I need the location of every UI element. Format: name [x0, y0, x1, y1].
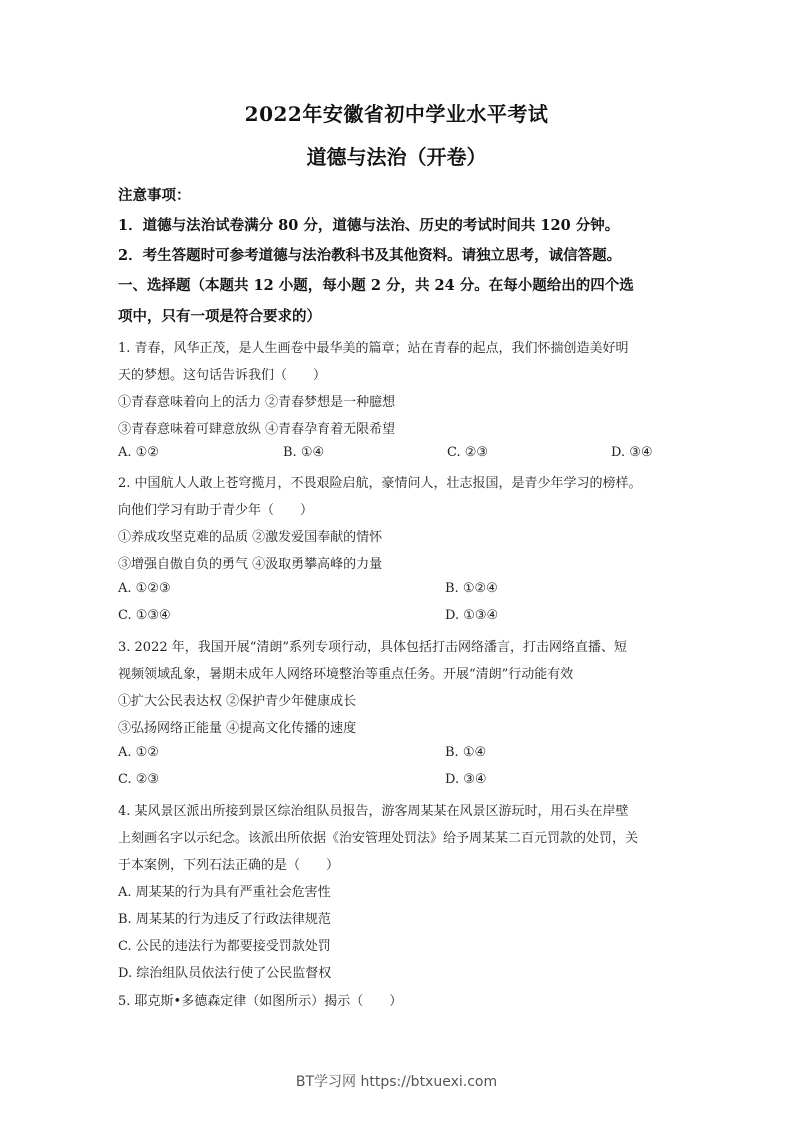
question-stem: 1. 青春，风华正茂，是人生画卷中最华美的篇章；站在青春的起点，我们怀揣创造美好明 [118, 341, 629, 356]
option-c: C. ①③④ [118, 608, 171, 623]
question-stem: 向他们学习有助于青少年（ ） [118, 503, 314, 518]
watermark-footer: BT学习网 https://btxuexi.com [295, 1074, 498, 1090]
question-statement: ③弘扬网络正能量 ④提高文化传播的速度 [118, 721, 357, 736]
option-c: C. ②③ [447, 445, 489, 460]
question-stem: 视频领域乱象，暑期未成年人网络环境整治等重点任务。开展“清朗”行动能有效 [118, 667, 574, 682]
option-a: A. ①②③ [118, 581, 171, 596]
question-stem: 于本案例，下列石法正确的是（ ） [118, 858, 340, 873]
option-b: B. ①②④ [445, 581, 498, 596]
notice-item-1: 1．道德与法治试卷满分 80 分，道德与法治、历史的考试时间共 120 分钟。 [118, 217, 620, 234]
question-statement: ③增强自傲自负的勇气 ④汲取勇攀高峰的力量 [118, 557, 383, 572]
option-b: B. ①④ [445, 745, 487, 760]
question-statement: ①养成攻坚克难的品质 ②激发爱国奉献的情怀 [118, 530, 383, 545]
question-stem: 5. 耶克斯•多德森定律（如图所示）揭示（ ） [118, 994, 403, 1009]
question-stem: 3. 2022 年，我国开展“清朗”系列专项行动，具体包括打击网络潘言，打击网络直播、短 [118, 640, 628, 655]
option-b: B. 周某某的行为违反了行政法律规范 [118, 912, 331, 927]
question-statement: ③青春意味着可肆意放纵 ④青春孕育着无限希望 [118, 422, 396, 437]
exam-title: 2022年安徽省初中学业水平考试 [244, 102, 549, 126]
question-statement: ①扩大公民表达权 ②保护青少年健康成长 [118, 694, 357, 709]
question-stem: 上刻画名字以示纪念。该派出所依据《治安管理处罚法》给予周某某二百元罚款的处罚，关 [118, 831, 639, 846]
section-heading-line-2: 项中，只有一项是符合要求的） [118, 308, 321, 325]
option-c: C. 公民的违法行为都要接受罚款处罚 [118, 939, 331, 954]
option-d: D. ③④ [611, 445, 653, 460]
option-a: A. 周某某的行为具有严重社会危害性 [118, 885, 331, 900]
notice-item-2: 2．考生答题时可参考道德与法治教科书及其他资料。请独立思考，诚信答题。 [118, 247, 622, 264]
option-c: C. ②③ [118, 772, 160, 787]
option-d: D. ③④ [445, 772, 487, 787]
option-a: A. ①② [118, 445, 159, 460]
section-heading-line-1: 一、选择题（本题共 12 小题，每小题 2 分，共 24 分。在每小题给出的四个选 [118, 277, 634, 294]
notice-heading: 注意事项： [118, 187, 191, 204]
option-b: B. ①④ [283, 445, 325, 460]
question-stem: 天的梦想。这句话告诉我们（ ） [118, 368, 327, 383]
question-stem: 2. 中国航人人敢上苍穹揽月，不畏艰险启航，豪情问人，壮志报国，是青少年学习的榜样。 [118, 476, 642, 491]
option-a: A. ①② [118, 745, 159, 760]
question-stem: 4. 某风景区派出所接到景区综治组队员报告，游客周某某在风景区游玩时，用石头在岸壁 [118, 804, 629, 819]
option-d: D. 综治组队员依法行使了公民监督权 [118, 966, 332, 981]
exam-subtitle: 道德与法治（开卷） [306, 145, 487, 169]
option-d: D. ①③④ [445, 608, 499, 623]
question-statement: ①青春意味着向上的活力 ②青春梦想是一种臆想 [118, 395, 396, 410]
